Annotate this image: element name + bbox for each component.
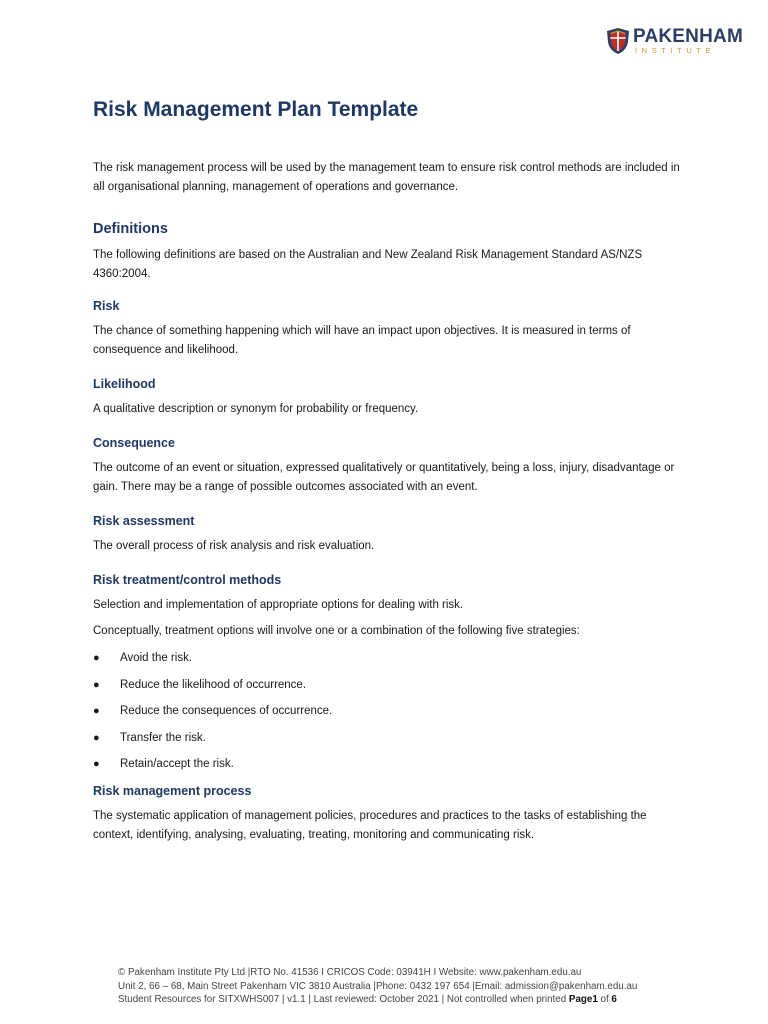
list-item-text: Retain/accept the risk. bbox=[120, 758, 234, 771]
list-item-text: Transfer the risk. bbox=[120, 731, 206, 744]
bullet-icon: ● bbox=[93, 731, 100, 744]
definitions-heading: Definitions bbox=[93, 221, 168, 237]
bullet-icon: ● bbox=[93, 758, 100, 771]
risk-treatment-definition: Selection and implementation of appropriate options for dealing with risk. bbox=[93, 599, 464, 611]
list-item bbox=[93, 649, 683, 668]
likelihood-definition: A qualitative description or synonym for probability or frequency. bbox=[93, 403, 419, 415]
risk-management-process-heading: Risk management process bbox=[93, 783, 252, 798]
list-item bbox=[93, 702, 683, 721]
likelihood-heading: Likelihood bbox=[93, 377, 156, 391]
list-item bbox=[93, 729, 683, 748]
treatment-strategies-intro: Conceptually, treatment options will involve one or a combination of the following five strategies: bbox=[93, 625, 580, 637]
risk-assessment-heading: Risk assessment bbox=[93, 514, 195, 528]
document-body bbox=[93, 95, 683, 845]
bullet-icon: ● bbox=[93, 652, 100, 664]
total-pages: 6 bbox=[611, 994, 617, 1006]
footer-doc-meta: Student Resources for SITXWHS007 | v1.1 | Last reviewed: October 2021 | Not controlled when printed bbox=[118, 994, 569, 1006]
bullet-icon: ● bbox=[93, 705, 100, 718]
list-item bbox=[93, 676, 683, 695]
shield-icon bbox=[606, 27, 630, 55]
list-item-text: Reduce the consequences of occurrence. bbox=[120, 705, 333, 718]
risk-management-process-definition: The systematic application of management policies, procedures and practices to the tasks of establishing the context, identifying, analysing, evaluating, treating, monitoring and communicating risk. bbox=[93, 809, 647, 841]
page-footer bbox=[118, 966, 718, 1007]
list-item-text: Avoid the risk. bbox=[120, 652, 193, 664]
definitions-intro: The following definitions are based on the Australian and New Zealand Risk Management Standard AS/NZS 4360:2004. bbox=[93, 249, 643, 280]
list-item bbox=[93, 755, 683, 774]
logo-subtitle: INSTITUTE bbox=[635, 46, 716, 56]
list-item-text: Reduce the likelihood of occurrence. bbox=[120, 678, 307, 691]
risk-treatment-heading: Risk treatment/control methods bbox=[93, 573, 282, 587]
strategies-list bbox=[93, 649, 683, 774]
intro-paragraph: The risk management process will be used by the management team to ensure risk control methods are included in all organisational planning, management of operations and governance. bbox=[93, 162, 680, 193]
page-label: Page bbox=[568, 994, 593, 1006]
current-page: 1 bbox=[592, 994, 598, 1006]
institute-logo bbox=[606, 27, 743, 55]
consequence-definition: The outcome of an event or situation, expressed qualitatively or quantitatively, being a loss, injury, disadvantage or gain. There may be a range of possible outcomes associated with an event. bbox=[93, 462, 675, 493]
page-of: of bbox=[597, 994, 612, 1006]
page-title: Risk Management Plan Template bbox=[93, 98, 419, 121]
risk-definition: The chance of something happening which will have an impact upon objectives. It is measured in terms of consequence and likelihood. bbox=[93, 325, 631, 356]
logo-name: PAKENHAM bbox=[633, 26, 743, 48]
consequence-heading: Consequence bbox=[93, 436, 175, 450]
footer-copyright: © Pakenham Institute Pty Ltd |RTO No. 41536 I CRICOS Code: 03941H I Website: www.pakenham.edu.au bbox=[118, 967, 582, 978]
bullet-icon: ● bbox=[93, 678, 100, 691]
risk-assessment-definition: The overall process of risk analysis and risk evaluation. bbox=[93, 540, 375, 552]
risk-heading: Risk bbox=[93, 299, 120, 313]
footer-address: Unit 2, 66 – 68, Main Street Pakenham VIC 3810 Australia |Phone: 0432 197 654 |Email: admission@pakenham.edu.au bbox=[118, 980, 638, 992]
footer-document-info bbox=[118, 993, 718, 1007]
